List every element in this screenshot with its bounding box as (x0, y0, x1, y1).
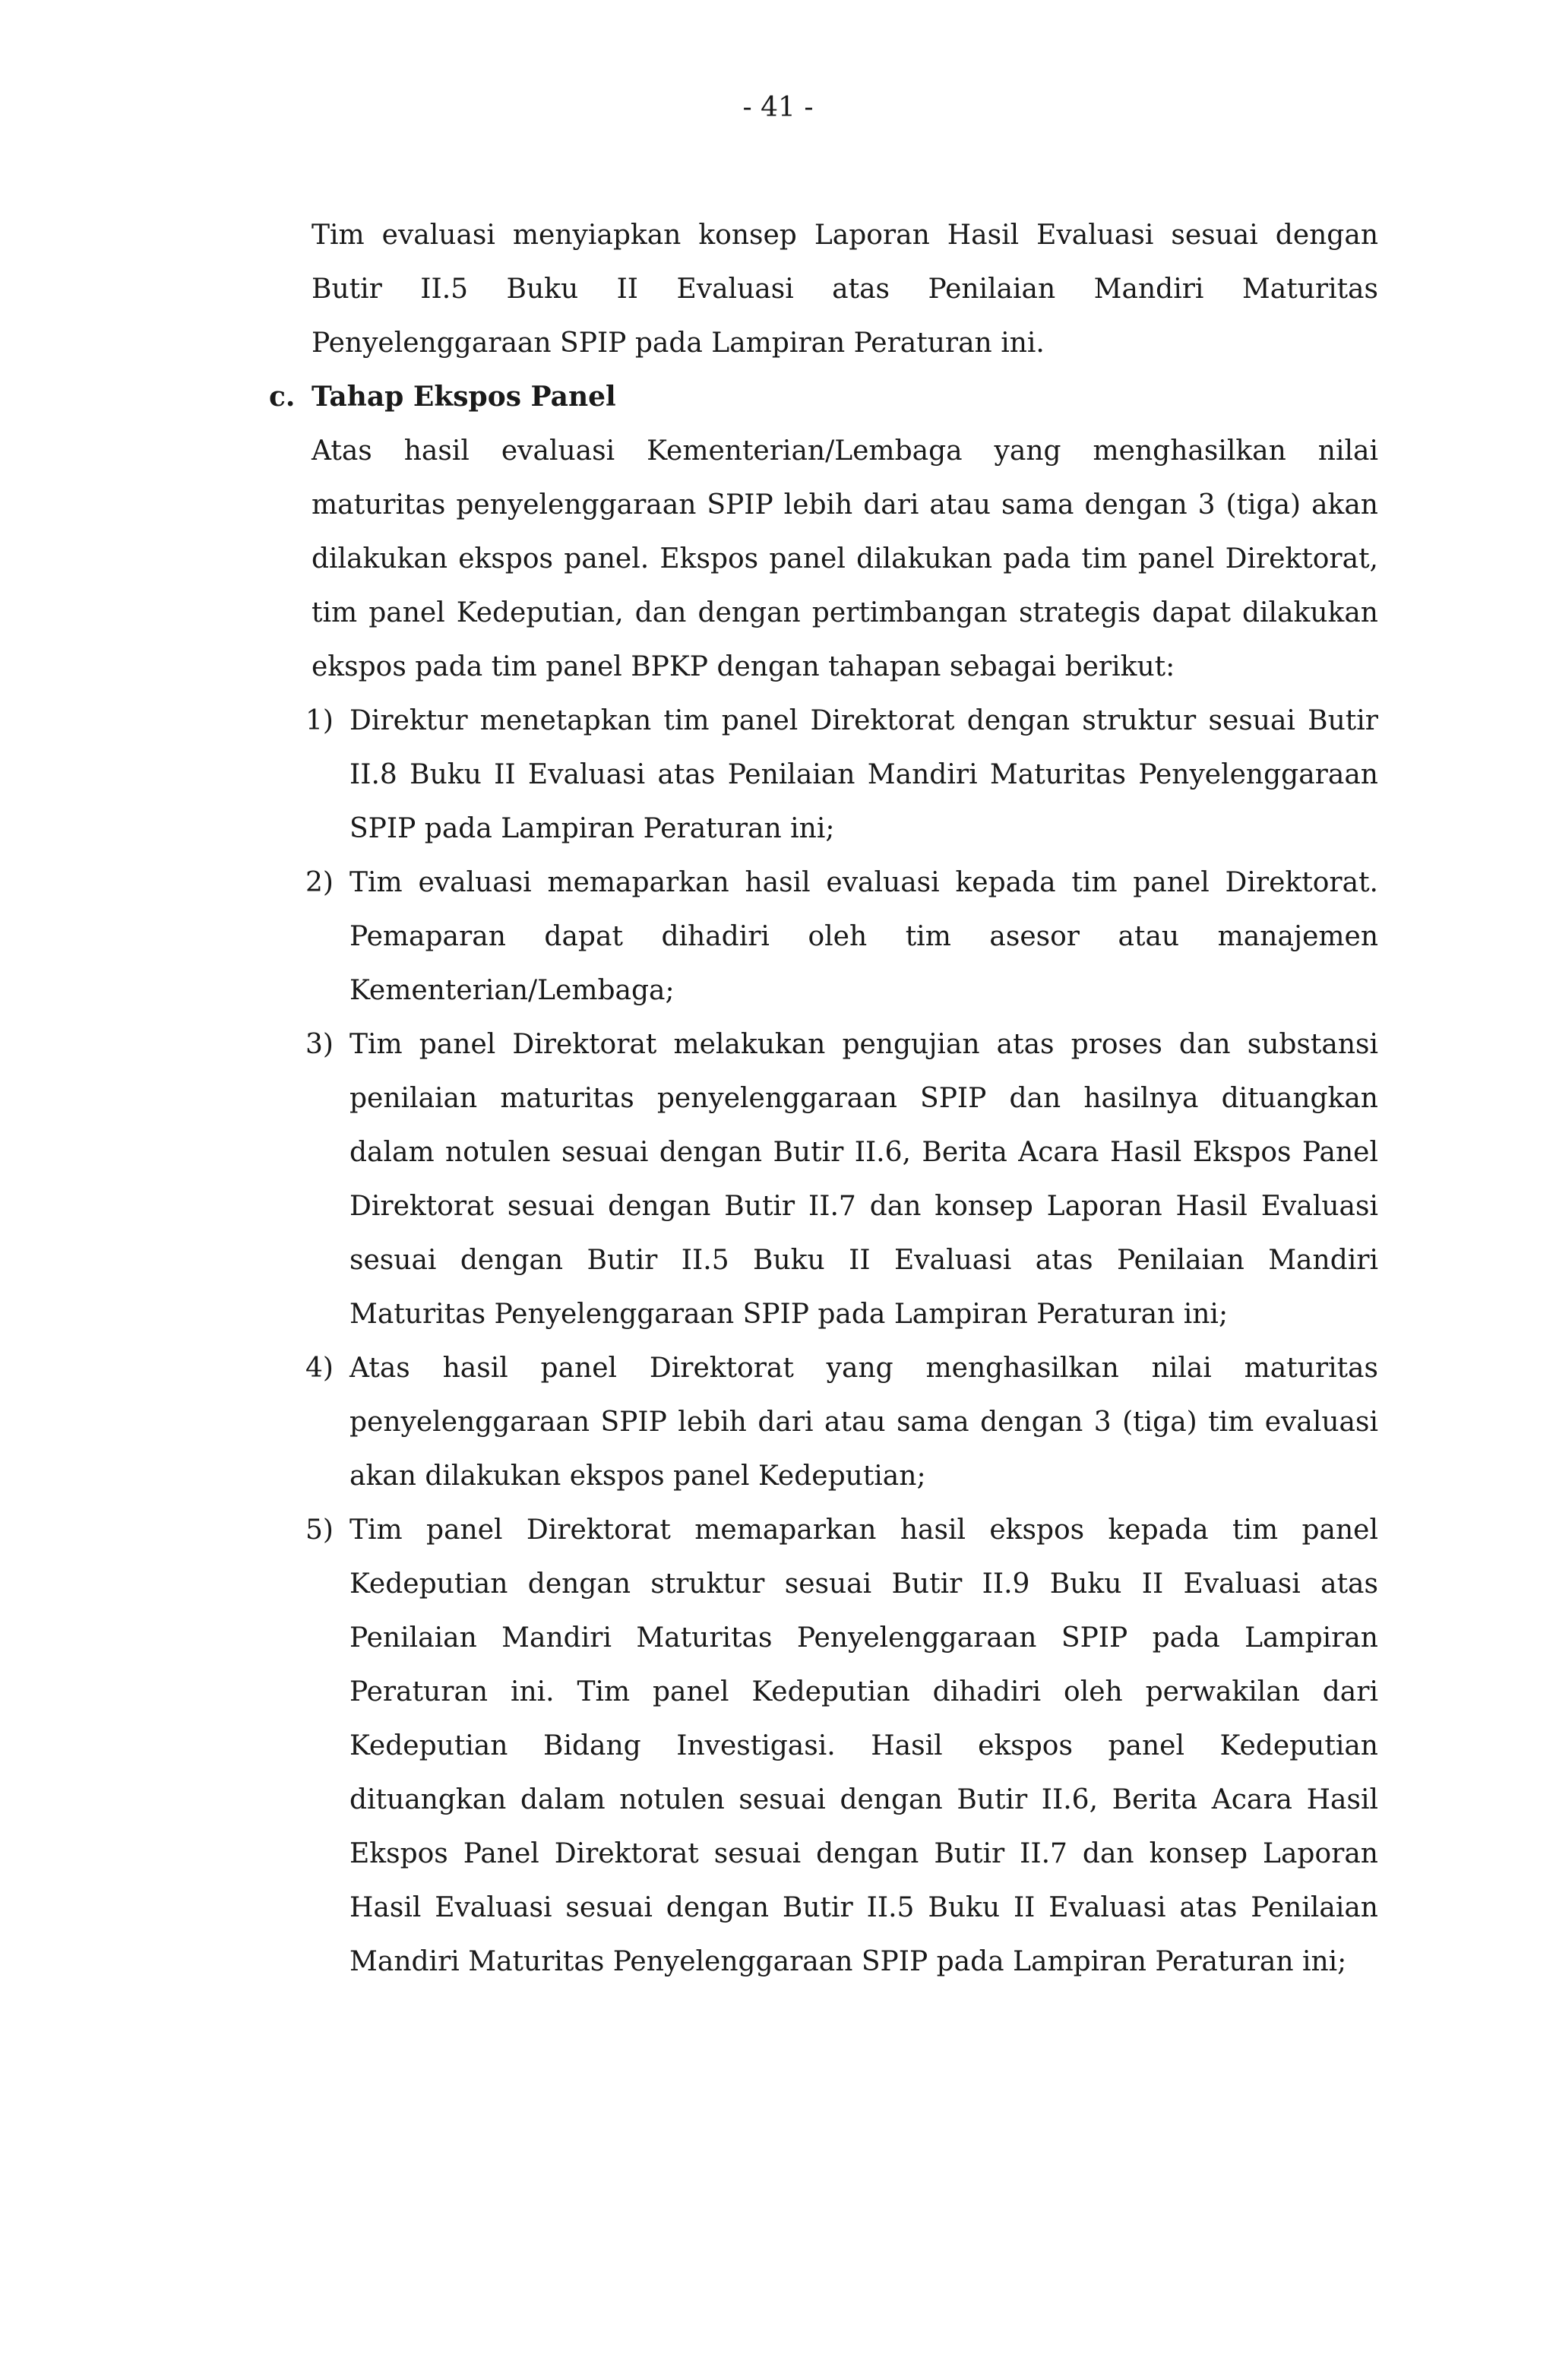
step-text: Tim panel Direktorat memaparkan hasil ekspos kepada tim panel Kedeputian dengan struktur sesuai Butir II.9 Buku II Evaluasi atas Penilaian Mandiri Maturitas Penyelenggaraan SPIP pada Lampiran Peraturan ini. Tim panel Kedeputian dihadiri oleh perwakilan dari Kedeputian Bidang Investigasi. Hasil ekspos panel Kedeputian dituangkan dalam notulen sesuai dengan Butir II.6, Berita Acara Hasil Ekspos Panel Direktorat sesuai dengan Butir II.7 dan konsep Laporan Hasil Evaluasi sesuai dengan Butir II.5 Buku II Evaluasi atas Penilaian Mandiri Maturitas Penyelenggaraan SPIP pada Lampiran Peraturan ini; (349, 1514, 1378, 1977)
intro-paragraph: Tim evaluasi menyiapkan konsep Laporan Hasil Evaluasi sesuai dengan Butir II.5 Buku II Evaluasi atas Penilaian Mandiri Maturitas Penyelenggaraan SPIP pada Lampiran Peraturan ini. (312, 220, 1378, 359)
step-marker: 5) (305, 1514, 334, 1546)
step-marker: 3) (305, 1029, 334, 1060)
list-item-step-4 (305, 1341, 1378, 1503)
step-marker: 1) (305, 705, 334, 736)
step-text: Tim panel Direktorat melakukan pengujian atas proses dan substansi penilaian maturitas penyelenggaraan SPIP dan hasilnya dituangkan dalam notulen sesuai dengan Butir II.6, Berita Acara Hasil Ekspos Panel Direktorat sesuai dengan Butir II.7 dan konsep Laporan Hasil Evaluasi sesuai dengan Butir II.5 Buku II Evaluasi atas Penilaian Mandiri Maturitas Penyelenggaraan SPIP pada Lampiran Peraturan ini; (349, 1029, 1378, 1330)
page-number: - 41 - (742, 92, 814, 123)
step-marker: 2) (305, 867, 334, 898)
list-item-step-5 (305, 1503, 1378, 1989)
page-content (269, 208, 1378, 1989)
section-heading (269, 370, 1378, 424)
step-marker: 4) (305, 1353, 334, 1384)
section-paragraph: Atas hasil evaluasi Kementerian/Lembaga yang menghasilkan nilai maturitas penyelenggaraan SPIP lebih dari atau sama dengan 3 (tiga) akan dilakukan ekspos panel. Ekspos panel dilakukan pada tim panel Direktorat, tim panel Kedeputian, dan dengan pertimbangan strategis dapat dilakukan ekspos pada tim panel BPKP dengan tahapan sebagai berikut: (312, 435, 1378, 682)
list-item-step-1 (305, 694, 1378, 856)
steps-list (305, 694, 1378, 1989)
step-text: Tim evaluasi memaparkan hasil evaluasi kepada tim panel Direktorat. Pemaparan dapat dihadiri oleh tim asesor atau manajemen Kementerian/Lembaga; (349, 867, 1378, 1006)
list-item-step-2 (305, 856, 1378, 1018)
section-marker: c. (269, 381, 296, 413)
list-item-step-3 (305, 1018, 1378, 1341)
step-text: Direktur menetapkan tim panel Direktorat dengan struktur sesuai Butir II.8 Buku II Evaluasi atas Penilaian Mandiri Maturitas Penyelenggaraan SPIP pada Lampiran Peraturan ini; (349, 705, 1378, 844)
step-text: Atas hasil panel Direktorat yang menghasilkan nilai maturitas penyelenggaraan SPIP lebih dari atau sama dengan 3 (tiga) tim evaluasi akan dilakukan ekspos panel Kedeputian; (349, 1353, 1378, 1492)
section-title: Tahap Ekspos Panel (312, 381, 616, 413)
